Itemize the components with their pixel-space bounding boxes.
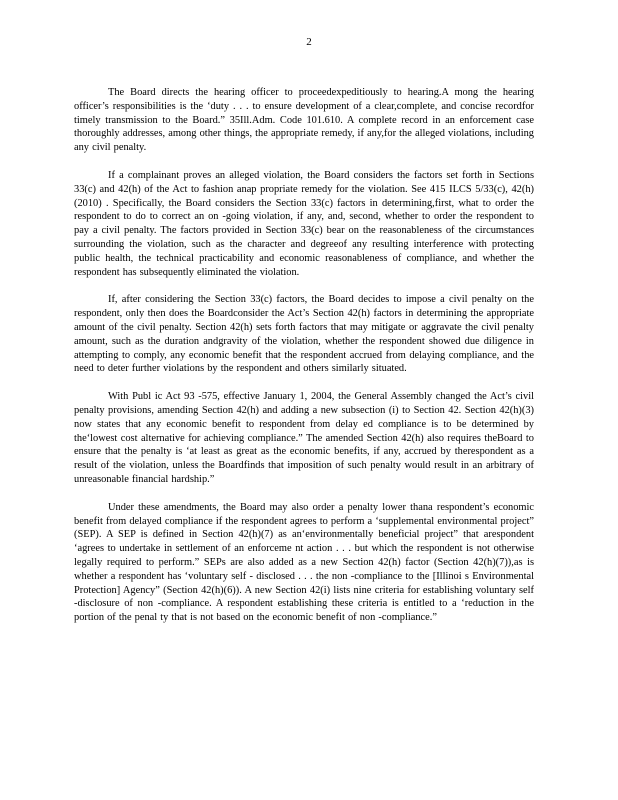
paragraph-public-act: With Publ ic Act 93 -575, effective January 1, 2004, the General Assembly changed the Act’s civil penalty provisions, amending Section 42(h) and adding a new subsection (i) to Section 42. Section 42(h)(3) now states that any economic benefit to respondent from delay ed compliance is to be determined by the‘lowest cost alternative for achieving compliance.” The amended Section 42(h) also requires theBoard to ensure that the penalty is ‘at least as great as the economic benefits, if any, accrued by therespondent as a result of the violation, unless the Boardfinds that imposition of such penalty would result in an arbitrary of unreasonable financial hardship.” — [74, 391, 534, 485]
paragraph-hearing-officer: The Board directs the hearing officer to proceedexpeditiously to hearing.A mong the hearing officer’s responsibilities is the ‘duty . . . to ensure development of a clear,complete, and concise recordfor timely transmission to the Board.” 35Ill.Adm. Code 101.610. A complete record in an enforcement case thoroughly addresses, among other things, the appropriate remedy, if any,for the alleged violations, including any civil penalty. — [74, 87, 534, 154]
document-body — [74, 86, 534, 639]
paragraph-sep-amendments: Under these amendments, the Board may also order a penalty lower thana respondent’s economic benefit from delayed compliance if the respondent agrees to perform a ‘supplemental environmental project” (SEP). A SEP is defined in Section 42(h)(7) as an‘environmentally beneficial project” that arespondent ‘agrees to undertake in settlement of an enforceme nt action . . . but which the respondent is not otherwise legally required to perform.” SEPs are also added as a new Section 42(h) factor (Section 42(h)(7)),as is whether a respondent has ‘voluntary self - disclosed . . . the non -compliance to the [Illinoi s Environmental Protection] Agency” (Section 42(h)(6)). A new Section 42(i) lists nine criteria for establishing voluntary self -disclosure of non -compliance. A respondent establishing these criteria is entitled to a ‘reduction in the portion of the penal ty that is not based on the economic benefit of non -compliance.” — [74, 501, 534, 624]
paragraph-civil-penalty-factors: If, after considering the Section 33(c) factors, the Board decides to impose a civil penalty on the respondent, only then does the Boardconsider the Act’s Section 42(h) factors in determining the appropriate amount of the civil penalty. Section 42(h) sets forth factors that may mitigate or aggravate the civil penalty amount, such as the duration andgravity of the violation, whether the respondent showed due diligence in attempting to comply, any economic benefit that the respondent accrued from delaying compliance, and the need to deter further violations by the respondent and others similarly situated. — [74, 294, 534, 375]
page-number: 2 — [306, 36, 312, 48]
paragraph-remedy-factors: If a complainant proves an alleged violation, the Board considers the factors set forth in Sections 33(c) and 42(h) of the Act to fashion anap propriate remedy for the violation. See 415 ILCS 5/33(c), 42(h) (2010) . Specifically, the Board considers the Section 33(c) factors in determining,first, what to order the respondent to do to correct an on -going violation, if any, and, second, whether to order the respondent to pay a civil penalty. The factors provided in Section 33(c) bear on the reasonableness of the circumstances surrounding the violation, such as the character and degreeof any resulting interference with protecting public health, the technical practicability and economic reasonableness of compliance, and whether the respondent has subsequently eliminated the violation. — [74, 169, 534, 278]
